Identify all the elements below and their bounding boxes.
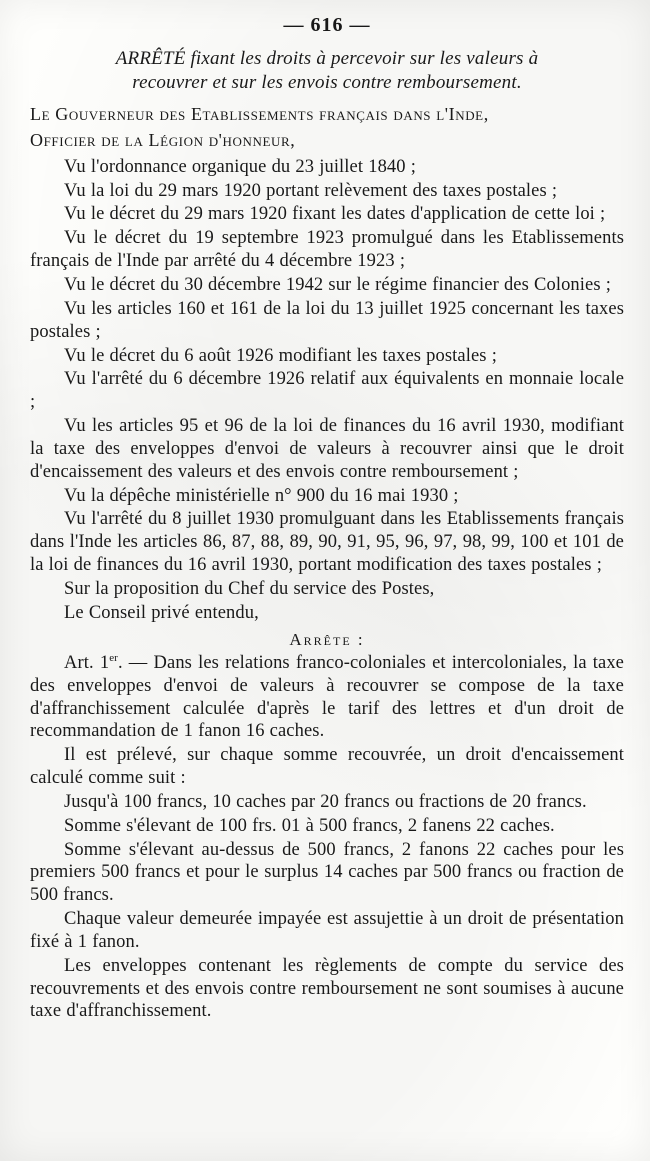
body-paragraph: Somme s'élevant de 100 frs. 01 à 500 francs, 2 fanens 22 caches.: [64, 815, 555, 836]
recital-paragraph: Vu la loi du 29 mars 1920 portant relèvement des taxes postales ;: [64, 180, 558, 201]
document-title: [36, 47, 618, 95]
article-1-lead-sup: er: [109, 651, 118, 664]
recital-paragraph: Vu l'arrêté du 8 juillet 1930 promulguant dans les Etablissements français dans l'Inde les articles 86, 87, 88, 89, 90, 91, 95, 96, 97, 98, 99, 100 et 101 de la loi de finances du 16 avril 1930, portant modification des taxes postales ;: [30, 509, 624, 576]
article-1: [30, 652, 624, 744]
arrete-heading: Arrête :: [289, 629, 365, 649]
recital-paragraph: Vu le décret du 6 août 1926 modifiant les taxes postales ;: [64, 345, 497, 366]
recital-paragraph: Vu les articles 160 et 161 de la loi du 13 juillet 1925 concernant les taxes postales ;: [30, 298, 624, 342]
recital-paragraph: Vu l'arrêté du 6 décembre 1926 relatif aux équivalents en monnaie locale ;: [30, 369, 624, 413]
article-1-text: . — Dans les relations franco-coloniales et intercoloniales, la taxe des enveloppes d'envoi de valeurs à recouvrer se compose de la taxe d'affranchissement calculée d'après le tarif des lettres et d'un droit de recommandation de 1 fanon 16 caches.: [30, 652, 624, 742]
recital-paragraph: Vu le décret du 19 septembre 1923 promulgué dans les Etablissements français de l'Inde par arrêté du 4 décembre 1923 ;: [30, 228, 624, 272]
preamble-line-2: Officier de la Légion d'honneur,: [30, 129, 296, 150]
page-number: — 616 —: [283, 14, 371, 36]
body-paragraph: Jusqu'à 100 francs, 10 caches par 20 francs ou fractions de 20 francs.: [64, 791, 587, 812]
preamble-line-1: Le Gouverneur des Etablissements français dans l'Inde,: [30, 103, 489, 124]
recital-paragraph: Sur la proposition du Chef du service des Postes,: [64, 578, 435, 599]
recital-paragraph: Vu les articles 95 et 96 de la loi de finances du 16 avril 1930, modifiant la taxe des enveloppes d'envoi de valeurs à recouvrer ainsi que le droit d'encaissement des valeurs et des envois contre remboursement ;: [30, 416, 624, 482]
document-title-line-2: recouvrer et sur les envois contre remboursement.: [132, 71, 522, 93]
body-paragraph: Les enveloppes contenant les règlements de compte du service des recouvrements et des envois contre remboursement ne sont soumises à aucune taxe d'affranchissement.: [30, 955, 624, 1022]
article-1-lead: Art. 1: [64, 652, 110, 673]
body-paragraph: Il est prélevé, sur chaque somme recouvrée, un droit d'encaissement calculé comme suit :: [30, 745, 624, 789]
recital-paragraph: Vu la dépêche ministérielle n° 900 du 16 mai 1930 ;: [64, 485, 459, 506]
recital-paragraph: Vu le décret du 30 décembre 1942 sur le régime financier des Colonies ;: [64, 275, 611, 295]
body-paragraph: Somme s'élevant au-dessus de 500 francs, 2 fanons 22 caches pour les premiers 500 francs et pour le surplus 14 caches par 500 francs ou fraction de 500 francs.: [30, 839, 624, 906]
recital-paragraph: Vu l'ordonnance organique du 23 juillet 1840 ;: [64, 156, 416, 177]
body-paragraph: Chaque valeur demeurée impayée est assujettie à un droit de présentation fixé à 1 fanon.: [30, 909, 624, 952]
document-title-line-1: ARRÊTÉ fixant les droits à percevoir sur les valeurs à: [115, 48, 539, 69]
recital-paragraph: Le Conseil privé entendu,: [64, 602, 259, 623]
recital-paragraph: Vu le décret du 29 mars 1920 fixant les dates d'application de cette loi ;: [64, 204, 606, 225]
